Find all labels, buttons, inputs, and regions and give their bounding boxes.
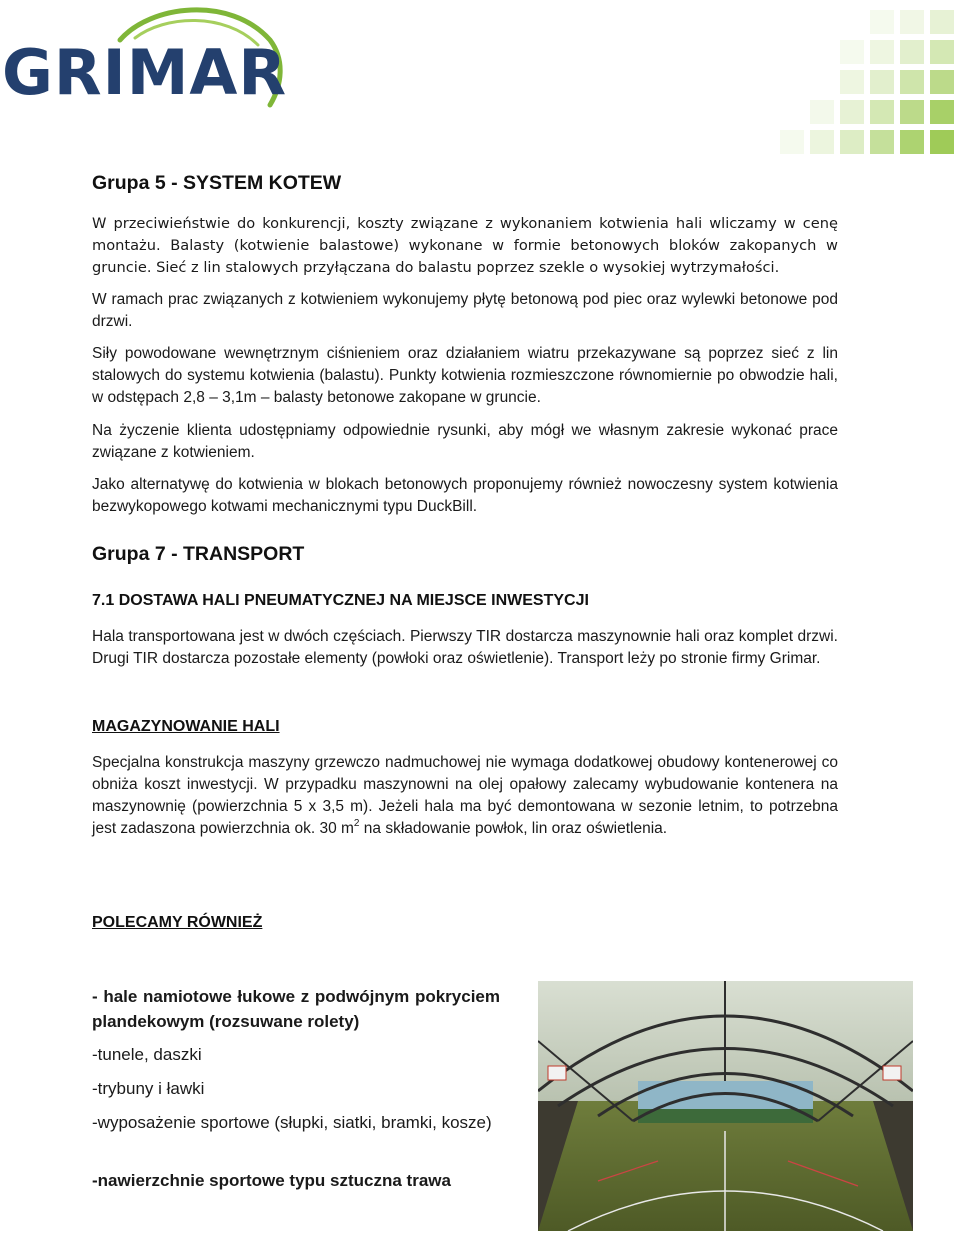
storage-heading-wrap bbox=[92, 718, 838, 736]
recommend-item-5-text: -nawierzchnie sportowe typu sztuczna trawa bbox=[92, 1171, 451, 1190]
recommend-item-4-wrap bbox=[92, 1110, 500, 1135]
anchoring-paragraph-1-wrap bbox=[92, 213, 838, 279]
recommend-item-2-wrap bbox=[92, 1042, 500, 1067]
decor-square bbox=[930, 70, 954, 94]
anchoring-paragraph-2-wrap bbox=[92, 289, 838, 333]
section-anchoring bbox=[92, 172, 838, 195]
anchoring-paragraph-1: W przeciwieństwie do konkurencji, koszty związane z wykonaniem kotwienia hali wliczamy w cenę montażu. Balasty (kotwienie balastowe) wykonane w formie betonowych bloków zakopanych w gruncie. Sieć z lin stalowych przyłączana do balastu poprzez szekle o wysokiej wytrzymałości. bbox=[92, 215, 838, 276]
recommend-item-1-text: - hale namiotowe łukowe z podwójnym pokryciem plandekowym (rozsuwane rolety) bbox=[92, 987, 500, 1031]
delivery-paragraph-wrap bbox=[92, 626, 838, 670]
decor-square bbox=[900, 70, 924, 94]
storage-paragraph-wrap bbox=[92, 752, 838, 840]
decor-square bbox=[780, 130, 804, 154]
recommend-heading: POLECAMY RÓWNIEŻ bbox=[92, 914, 263, 931]
recommend-item-3: -trybuny i ławki bbox=[92, 1079, 205, 1098]
recommend-item-1-wrap bbox=[92, 984, 500, 1034]
anchoring-paragraph-4-wrap bbox=[92, 420, 838, 464]
superscript-2: 2 bbox=[353, 818, 360, 829]
section-transport bbox=[92, 543, 838, 566]
decor-square bbox=[870, 100, 894, 124]
grimar-logo bbox=[0, 0, 290, 120]
anchoring-paragraph-4: Na życzenie klienta udostępniamy odpowiednie rysunki, aby mógł we własnym zakresie wykonać prace związane z kotwieniem. bbox=[92, 422, 838, 461]
decor-square bbox=[900, 10, 924, 34]
decor-square bbox=[870, 130, 894, 154]
decor-square bbox=[840, 100, 864, 124]
recommend-item-2: -tunele, daszki bbox=[92, 1045, 202, 1064]
delivery-paragraph: Hala transportowana jest w dwóch częściach. Pierwszy TIR dostarcza maszynownie hali oraz komplet drzwi. Drugi TIR dostarcza pozostałe elementy (powłoki oraz oświetlenie). Transport leży po stronie firmy Grimar. bbox=[92, 628, 838, 667]
logo-text: GRIMAR bbox=[2, 36, 288, 109]
section-title-anchoring: Grupa 5 - SYSTEM KOTEW bbox=[92, 172, 342, 194]
decor-square bbox=[900, 40, 924, 64]
storage-text-end: na składowanie powłok, lin oraz oświetlenia. bbox=[359, 820, 668, 837]
recommend-item-5-wrap bbox=[92, 1168, 500, 1193]
anchoring-paragraph-2: W ramach prac związanych z kotwieniem wykonujemy płytę betonową pod piec oraz wylewki betonowe pod drzwi. bbox=[92, 291, 838, 330]
decor-square bbox=[930, 100, 954, 124]
storage-text: Specjalna konstrukcja maszyny grzewczo nadmuchowej nie wymaga dodatkowej obudowy kontenerowej co obniża koszt inwestycji. W przypadku maszynowni na olej opałowy zalecamy wybudowanie kontenera na maszynownię (powierzchnia 5 x 3,5 m). Jeżeli hala ma być demontowana w sezonie letnim, to potrzebna jest zadaszona powierzchnia ok. 30 m bbox=[92, 754, 838, 837]
decor-square bbox=[900, 100, 924, 124]
indoor-sports-hall-photo bbox=[538, 981, 913, 1231]
storage-paragraph bbox=[92, 752, 838, 840]
decor-square bbox=[810, 100, 834, 124]
anchoring-paragraph-3: Siły powodowane wewnętrznym ciśnieniem oraz działaniem wiatru przekazywane są poprzez sieć z lin stalowych do systemu kotwienia (balastu). Punkty kotwienia rozmieszczone równomiernie po obwodzie hali, w odstępach 2,8 – 3,1m – balasty betonowe zakopane w gruncie. bbox=[92, 345, 838, 406]
decor-square bbox=[930, 10, 954, 34]
decor-square bbox=[870, 40, 894, 64]
section-title-transport: Grupa 7 - TRANSPORT bbox=[92, 543, 305, 565]
storage-heading: MAGAZYNOWANIE HALI bbox=[92, 718, 280, 735]
recommend-item-1 bbox=[92, 984, 500, 1034]
decor-square bbox=[870, 10, 894, 34]
anchoring-paragraph-5: Jako alternatywę do kotwienia w blokach betonowych proponujemy również nowoczesny system kotwienia bezwykopowego kotwami mechanicznymi typu DuckBill. bbox=[92, 476, 838, 515]
decorative-squares bbox=[630, 0, 960, 160]
decor-square bbox=[900, 130, 924, 154]
recommend-item-5 bbox=[92, 1168, 500, 1193]
decor-square bbox=[870, 70, 894, 94]
anchoring-paragraph-5-wrap bbox=[92, 474, 838, 518]
decor-square bbox=[840, 130, 864, 154]
delivery-heading-wrap bbox=[92, 592, 838, 610]
recommend-item-4: -wyposażenie sportowe (słupki, siatki, bramki, kosze) bbox=[92, 1113, 492, 1132]
recommend-heading-wrap bbox=[92, 914, 838, 932]
recommend-item-3-wrap bbox=[92, 1076, 500, 1101]
anchoring-paragraph-3-wrap bbox=[92, 343, 838, 409]
delivery-heading: 7.1 DOSTAWA HALI PNEUMATYCZNEJ NA MIEJSCE INWESTYCJI bbox=[92, 592, 589, 609]
decor-square bbox=[930, 40, 954, 64]
decor-square bbox=[810, 130, 834, 154]
decor-square bbox=[930, 130, 954, 154]
decor-square bbox=[840, 70, 864, 94]
decor-square bbox=[840, 40, 864, 64]
